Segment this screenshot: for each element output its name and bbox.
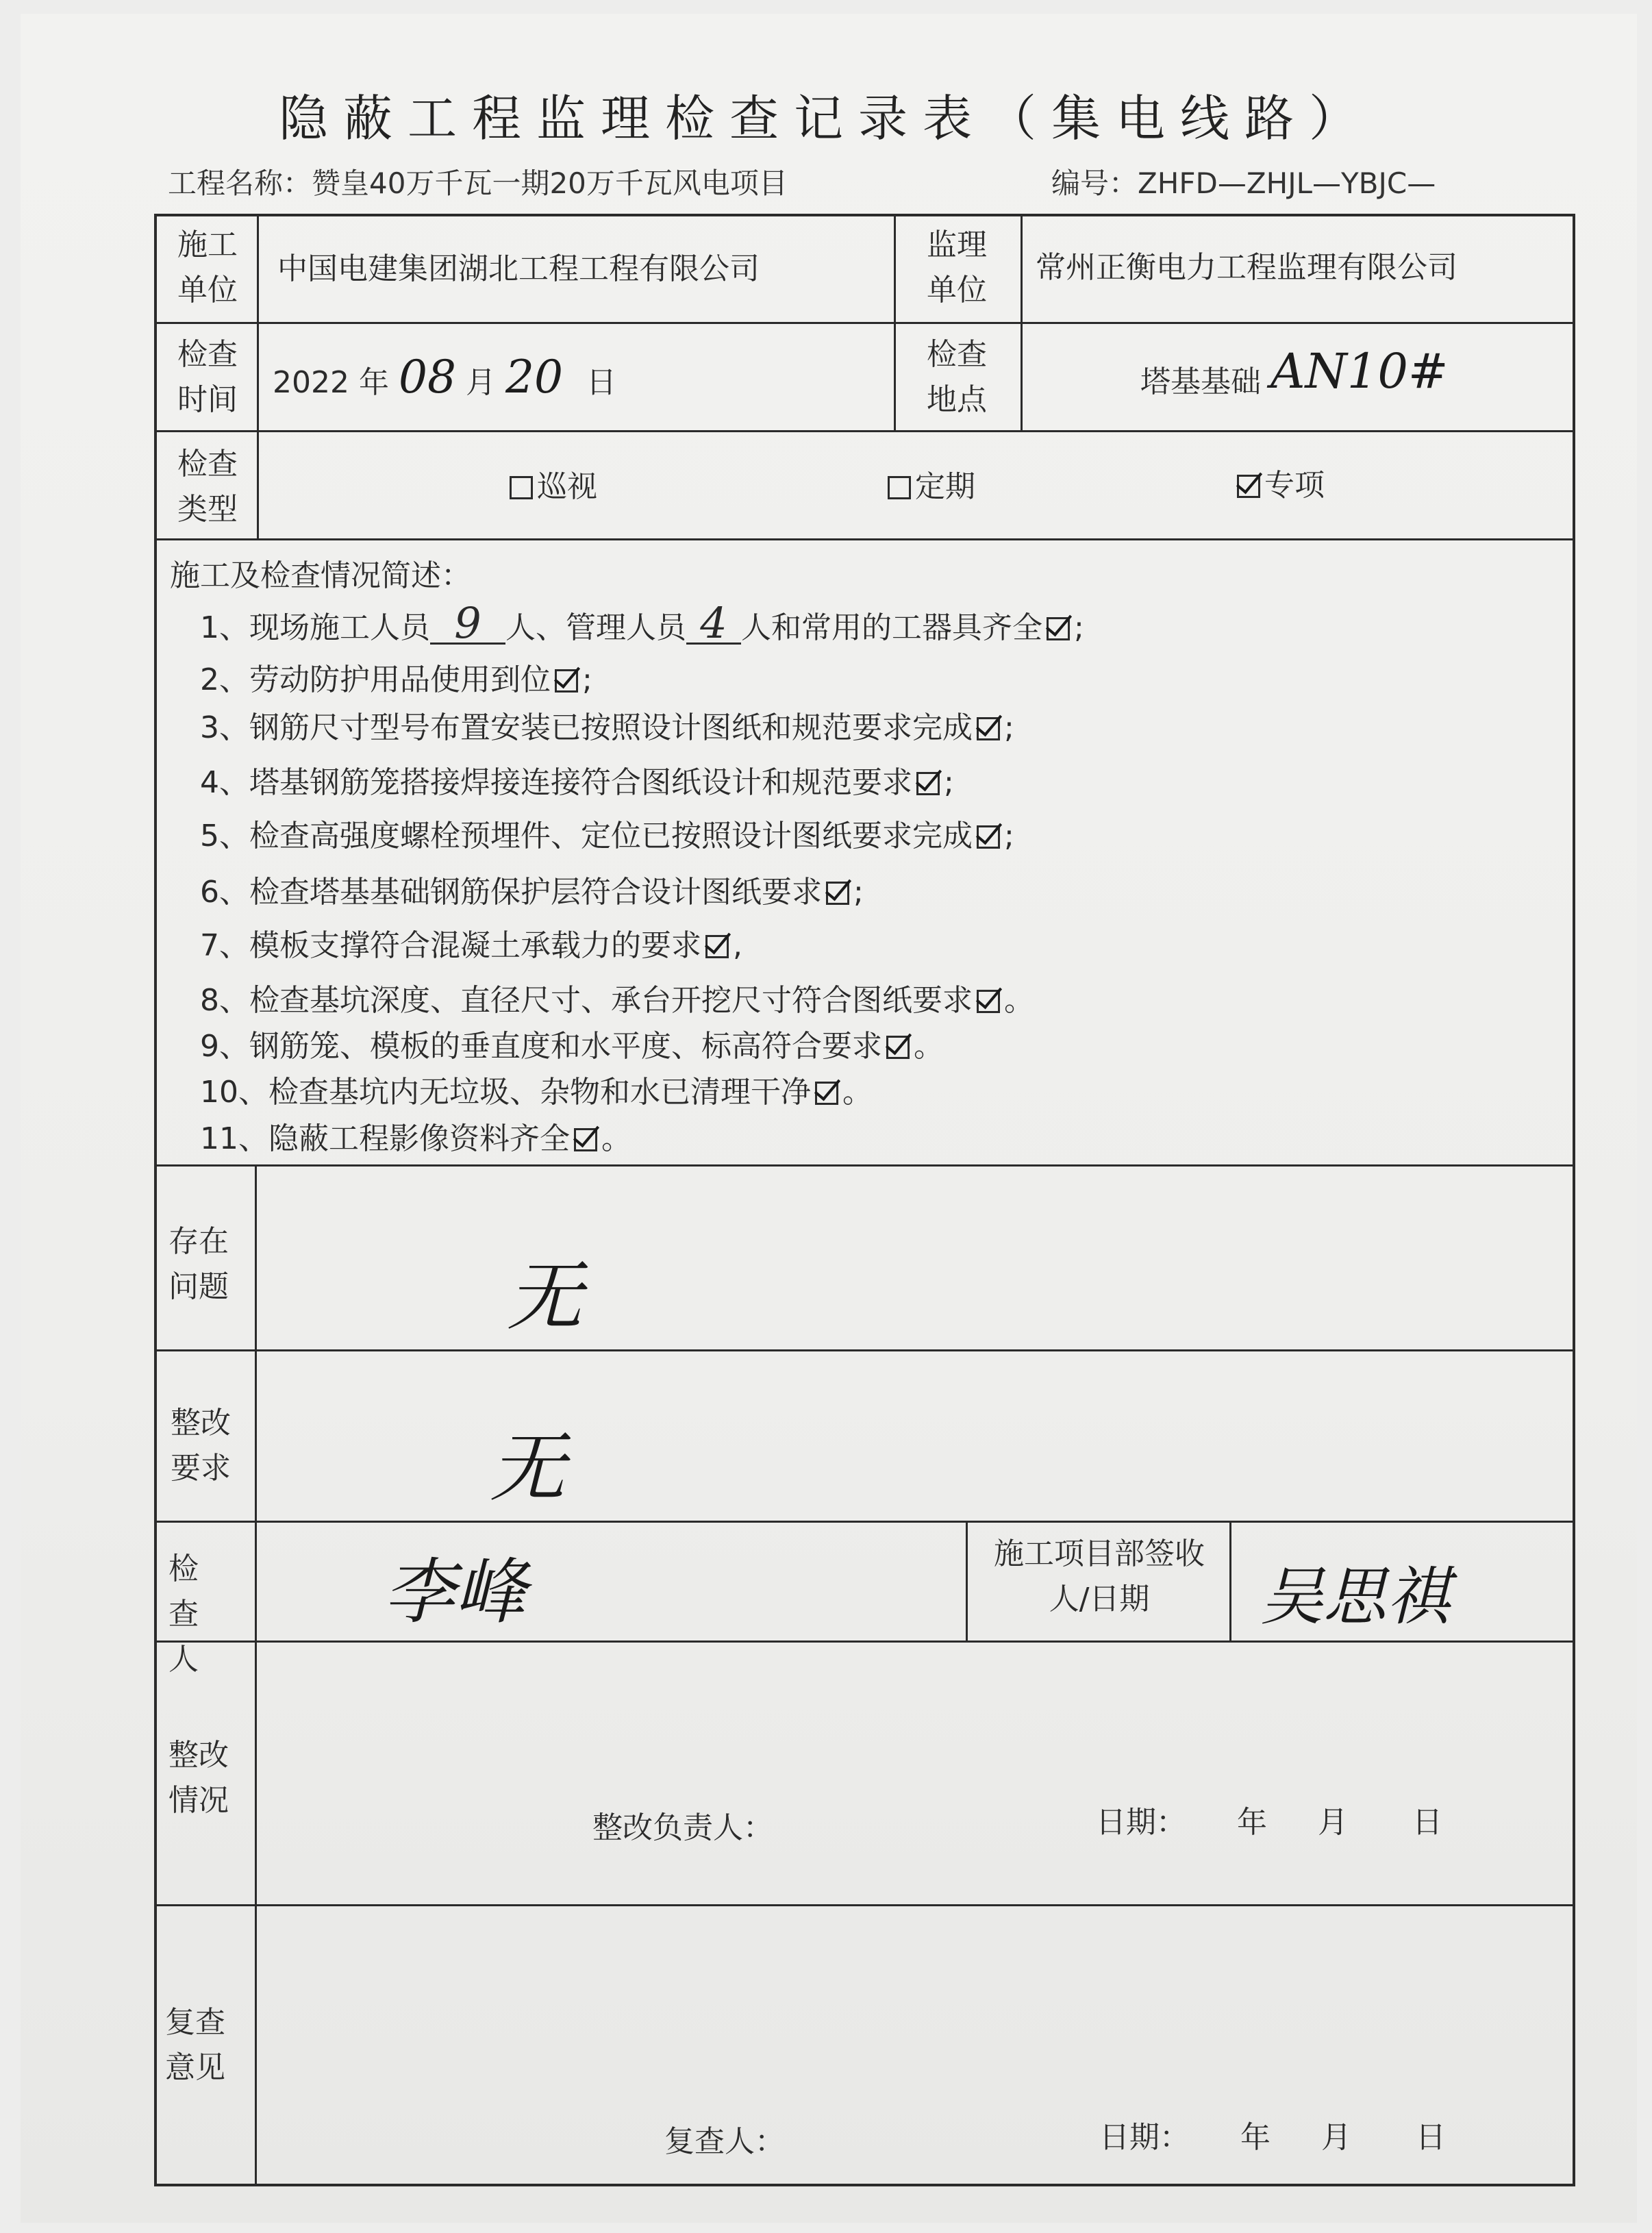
checkbox-checked-icon bbox=[916, 772, 940, 795]
check-time-month-unit: 月 bbox=[465, 365, 496, 400]
summary-item-end: 。 bbox=[842, 1075, 873, 1110]
summary-item-end: , bbox=[733, 928, 742, 963]
item1-mid: 人、管理人员 bbox=[505, 610, 686, 645]
rectify-status-label: 整改情况 bbox=[168, 1738, 229, 1818]
row-divider bbox=[154, 322, 1575, 324]
rectify-requirement-label: 整改要求 bbox=[171, 1406, 231, 1486]
summary-item bbox=[200, 1024, 944, 1069]
checkbox-checked-icon bbox=[1047, 617, 1070, 640]
summary-heading: 施工及检查情况简述： bbox=[170, 558, 471, 593]
summary-item-end: ; bbox=[582, 662, 592, 697]
project-name-value: 赞皇40万千瓦一期20万千瓦风电项目 bbox=[312, 166, 788, 200]
item1-suffix: 人和常用的工器具齐全 bbox=[741, 610, 1042, 645]
summary-item-text: 7、模板支撑符合混凝土承载力的要求 bbox=[200, 928, 701, 963]
col-divider bbox=[257, 214, 259, 538]
checkbox-checked-icon bbox=[826, 882, 849, 905]
check-type-option[interactable] bbox=[884, 464, 975, 510]
summary-item-text: 10、检查基坑内无垃圾、杂物和水已清理干净 bbox=[200, 1075, 811, 1110]
date-month: 月 bbox=[1318, 1805, 1348, 1840]
summary-item bbox=[200, 978, 1034, 1023]
date-day: 日 bbox=[1412, 1805, 1442, 1840]
rectify-responsible-label: 整改负责人： bbox=[592, 1810, 773, 1845]
project-name-label: 工程名称： bbox=[168, 166, 312, 200]
row-divider bbox=[154, 1521, 1575, 1523]
checkbox-checked-icon bbox=[977, 825, 1000, 849]
col-divider bbox=[1229, 1521, 1231, 1641]
check-time-year: 2022 年 bbox=[273, 365, 389, 400]
summary-item-text: 6、检查塔基基础钢筋保护层符合设计图纸要求 bbox=[200, 875, 822, 910]
row-divider bbox=[154, 1349, 1575, 1351]
managers-count: 4 bbox=[686, 604, 741, 645]
supervision-unit-label: 监理单位 bbox=[927, 227, 987, 308]
summary-item bbox=[200, 814, 1014, 859]
date-day: 日 bbox=[1416, 2120, 1446, 2155]
date-year: 年 bbox=[1237, 1805, 1267, 1840]
problems-value: 无 bbox=[507, 1253, 582, 1340]
checkbox-checked-icon bbox=[886, 1036, 910, 1059]
col-divider bbox=[894, 214, 896, 430]
checkbox-checked-icon[interactable] bbox=[1237, 475, 1260, 498]
summary-item bbox=[200, 706, 1014, 751]
row-divider bbox=[154, 430, 1575, 432]
rectify-date bbox=[1096, 1800, 1442, 1845]
check-time-day: 20 bbox=[505, 351, 563, 403]
reviewer-label: 复查人： bbox=[664, 2124, 785, 2159]
check-type-option-label: 定期 bbox=[915, 469, 975, 504]
col-divider bbox=[1021, 214, 1023, 430]
col-divider bbox=[255, 1164, 257, 2186]
review-date bbox=[1099, 2115, 1446, 2160]
form-code-value: ZHFD—ZHJL—YBJC— bbox=[1138, 166, 1436, 200]
summary-item-text: 4、塔基钢筋笼搭接焊接连接符合图纸设计和规范要求 bbox=[200, 765, 912, 800]
row-divider bbox=[154, 1641, 1575, 1643]
summary-item-text: 3、钢筋尺寸型号布置安装已按照设计图纸和规范要求完成 bbox=[200, 710, 973, 745]
checkbox-checked-icon bbox=[555, 669, 578, 693]
summary-item bbox=[200, 1116, 631, 1162]
check-type-option-label: 巡视 bbox=[537, 469, 597, 504]
date-label: 日期： bbox=[1096, 1805, 1186, 1840]
checkbox-checked-icon bbox=[977, 990, 1000, 1013]
summary-item-1: 1、现场施工人员 9 人、管理人员 4 人和常用的工器具齐全 ; bbox=[200, 598, 1084, 648]
summary-item-end: 。 bbox=[914, 1029, 944, 1064]
form-table bbox=[154, 214, 1575, 2186]
form-code-label: 编号： bbox=[1051, 166, 1138, 200]
receiver-label: 施工项目部签收人/日期 bbox=[994, 1536, 1205, 1617]
check-place-text: 塔基基础 bbox=[1140, 364, 1261, 399]
summary-item bbox=[200, 923, 742, 969]
checkbox-checked-icon bbox=[574, 1128, 597, 1151]
summary-item-end: 。 bbox=[601, 1121, 631, 1156]
row-divider bbox=[154, 538, 1575, 540]
check-place-handwritten: AN10# bbox=[1271, 343, 1449, 399]
item1-prefix: 1、现场施工人员 bbox=[200, 610, 430, 645]
inspector-signature: 李峰 bbox=[384, 1550, 527, 1634]
check-type-option[interactable] bbox=[1233, 463, 1325, 508]
workers-count: 9 bbox=[430, 604, 505, 645]
summary-item bbox=[200, 870, 864, 915]
construction-unit-value: 中国电建集团湖北工程工程有限公司 bbox=[277, 251, 760, 286]
inspector-label: 检查人 bbox=[168, 1551, 199, 1677]
check-time-month: 08 bbox=[398, 351, 456, 403]
checkbox-checked-icon bbox=[705, 935, 729, 958]
checkbox-icon[interactable] bbox=[888, 476, 911, 499]
checkbox-checked-icon bbox=[815, 1082, 838, 1105]
date-label: 日期： bbox=[1099, 2120, 1190, 2155]
problems-label: 存在问题 bbox=[168, 1224, 229, 1304]
project-name bbox=[168, 163, 788, 204]
check-type-option[interactable] bbox=[505, 464, 597, 510]
date-year: 年 bbox=[1240, 2120, 1271, 2155]
form-title: 隐蔽工程监理检查记录表（集电线路） bbox=[278, 90, 1373, 147]
receiver-signature: 吴思祺 bbox=[1260, 1560, 1450, 1634]
check-place-label: 检查地点 bbox=[927, 337, 987, 417]
summary-item-end: ; bbox=[944, 765, 954, 800]
rectify-requirement-value: 无 bbox=[490, 1424, 565, 1512]
row-divider bbox=[154, 1164, 1575, 1167]
summary-item-text: 9、钢筋笼、模板的垂直度和水平度、标高符合要求 bbox=[200, 1029, 882, 1064]
check-time-label: 检查时间 bbox=[177, 337, 238, 417]
check-time-day-unit: 日 bbox=[586, 365, 616, 400]
checkbox-icon[interactable] bbox=[510, 476, 533, 499]
row-divider bbox=[154, 1904, 1575, 1906]
summary-item bbox=[200, 658, 592, 703]
summary-item-text: 5、检查高强度螺栓预埋件、定位已按照设计图纸要求完成 bbox=[200, 819, 973, 853]
col-divider bbox=[966, 1521, 968, 1641]
summary-item-end: ; bbox=[853, 875, 864, 910]
summary-item-end: 。 bbox=[1004, 983, 1034, 1018]
date-month: 月 bbox=[1321, 2120, 1351, 2155]
check-type-label: 检查类型 bbox=[177, 447, 238, 527]
form-code bbox=[1051, 163, 1436, 204]
summary-item-text: 11、隐蔽工程影像资料齐全 bbox=[200, 1121, 570, 1156]
check-time-value bbox=[273, 351, 616, 406]
summary-item-end: ; bbox=[1004, 819, 1014, 853]
summary-item-text: 8、检查基坑深度、直径尺寸、承台开挖尺寸符合图纸要求 bbox=[200, 983, 973, 1018]
summary-item-text: 2、劳动防护用品使用到位 bbox=[200, 662, 551, 697]
construction-unit-label: 施工单位 bbox=[177, 227, 238, 308]
check-place-value bbox=[1140, 343, 1449, 405]
summary-item-end: ; bbox=[1004, 710, 1014, 745]
review-label: 复查意见 bbox=[165, 2005, 225, 2085]
summary-item bbox=[200, 1070, 873, 1115]
supervision-unit-value: 常州正衡电力工程监理有限公司 bbox=[1036, 250, 1457, 285]
check-type-option-label: 专项 bbox=[1264, 468, 1325, 503]
checkbox-checked-icon bbox=[977, 717, 1000, 740]
summary-item bbox=[200, 760, 954, 806]
